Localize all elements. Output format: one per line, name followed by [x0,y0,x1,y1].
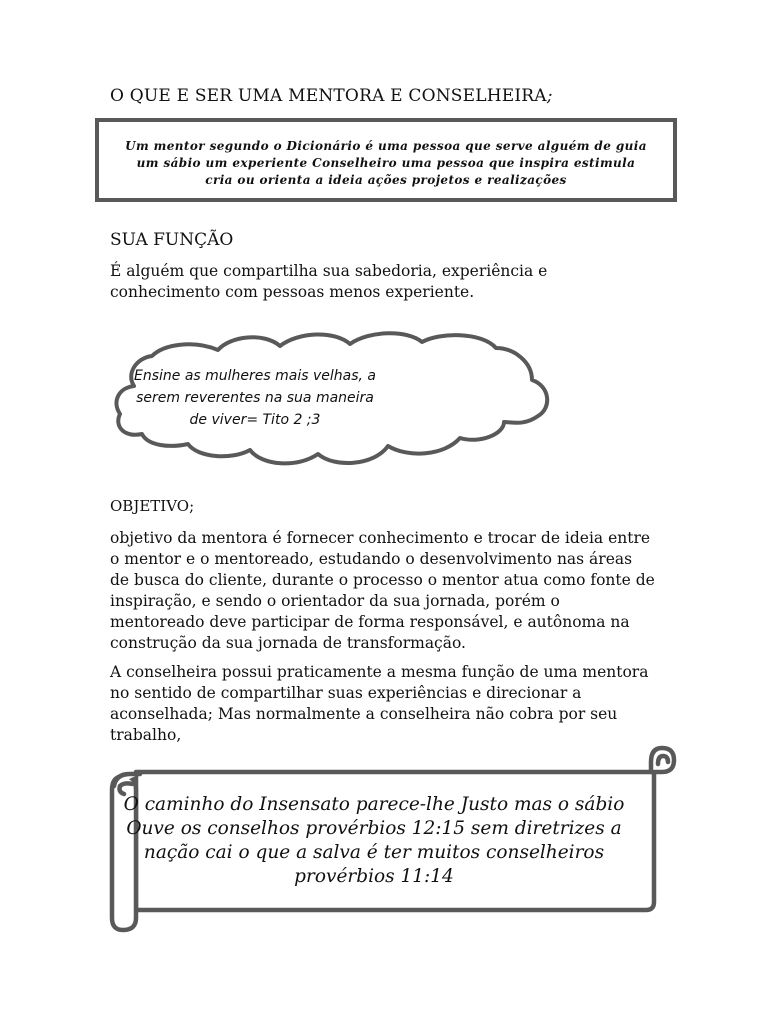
objetivo-paragraph-2: A conselheira possui praticamente a mesma função de uma mentora no sentido de compartilhar suas experiências e direcionar a aconselhada; Mas normalmente a conselheira não cobra por seu trabalho, [110,663,649,744]
page-title-text: O QUE E SER UMA MENTORA E CONSELHEIRA [110,86,547,106]
objetivo-title: OBJETIVO; [110,497,195,515]
funcao-title: SUA FUNÇÃO [110,230,234,250]
page-title-punct: ; [546,86,553,106]
page-title [110,86,553,106]
definition-text: Um mentor segundo o Dicionário é uma pessoa que serve alguém de guia um sábio um experiente Conselheiro uma pessoa que inspira estimula cria ou orienta a ideia ações projetos e realizações [125,139,647,187]
definition-box [95,118,677,202]
funcao-text: É alguém que compartilha sua sabedoria, experiência e conhecimento com pessoas menos experiente. [110,262,548,301]
scroll-text: O caminho do Insensato parece-lhe Justo mas o sábio Ouve os conselhos provérbios 12:15 sem diretrizes a nação cai o que a salva é ter muitos conselheiros provérbios 11:14 [123,794,625,887]
objetivo-paragraph-1: objetivo da mentora é fornecer conhecimento e trocar de ideia entre o mentor e o mentoreado, estudando o desenvolvimento nas áreas de busca do cliente, durante o processo o mentor atua como fonte de inspiração, e sendo o orientador da sua jornada, porém o mentoreado deve participar de forma responsável, e autônoma na construção da sua jornada de transformação. [110,529,655,652]
cloud-text: Ensine as mulheres mais velhas, a serem reverentes na sua maneira de viver= Tito 2 ;3 [133,368,377,428]
